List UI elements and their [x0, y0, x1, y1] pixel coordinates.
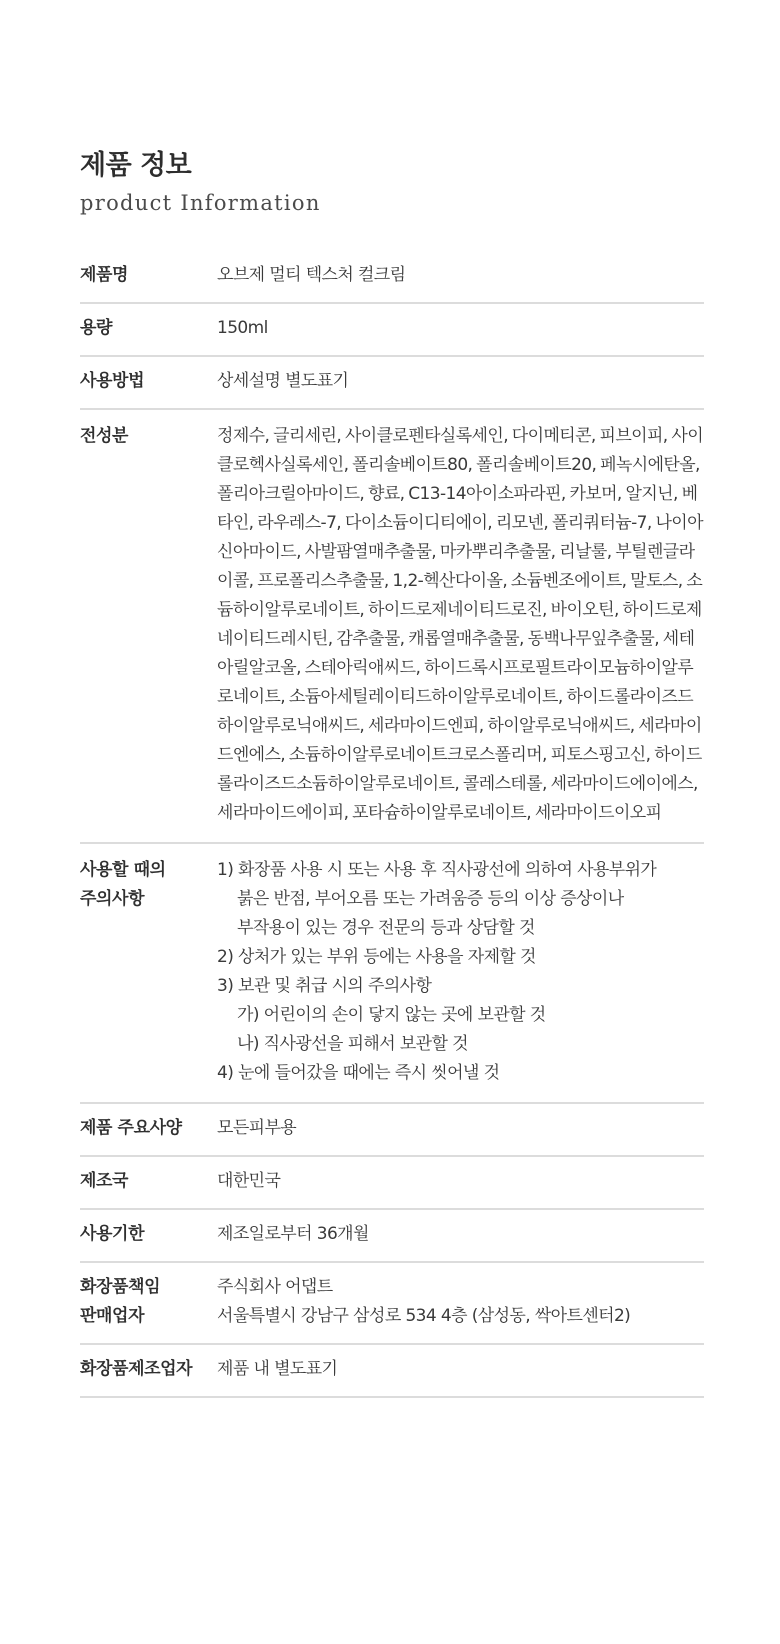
caution-item: 붉은 반점, 부어오름 또는 가려움증 등의 이상 증상이나	[237, 889, 624, 909]
row-label-line: 화장품책임	[80, 1277, 161, 1297]
page-header	[80, 146, 321, 218]
row-label: 제품명	[80, 265, 129, 285]
caution-item: 3) 보관 및 취급 시의 주의사항	[217, 976, 432, 996]
row-value: 대한민국	[217, 1171, 281, 1191]
row-value: 제조일로부터 36개월	[217, 1224, 369, 1244]
row-spec	[80, 1104, 704, 1157]
row-expiry	[80, 1210, 704, 1263]
caution-item: 4) 눈에 들어갔을 때에는 즉시 씻어낼 것	[217, 1063, 500, 1083]
row-manufacturer	[80, 1345, 704, 1398]
row-label-line: 판매업자	[80, 1306, 145, 1326]
row-value: 제품 내 별도표기	[217, 1359, 338, 1379]
row-seller	[80, 1263, 704, 1345]
row-label: 전성분	[80, 426, 129, 446]
row-volume	[80, 304, 704, 357]
caution-item: 2) 상처가 있는 부위 등에는 사용을 자제할 것	[217, 947, 536, 967]
row-country	[80, 1157, 704, 1210]
row-value	[217, 1273, 704, 1331]
row-label: 사용기한	[80, 1224, 145, 1244]
seller-name: 주식회사 어댑트	[217, 1277, 333, 1297]
row-value: 150ml	[217, 318, 268, 338]
row-usage	[80, 357, 704, 410]
ingredients-text: 정제수, 글리세린, 사이클로펜타실록세인, 다이메티콘, 피브이피, 사이클로헥사실록세인, 폴리솔베이트80, 폴리솔베이트20, 페녹시에탄올, 폴리아크릴아마이드, 향료, C13-14아이소파라핀, 카보머, 알지닌, 베타인, 라우레스-7, 다이소듐이디티에이, 리모넨, 폴리쿼터늄-7, 나이아신아마이드, 사발팜열매추출물, 마카뿌리추출물, 리날룰, 부틸렌글라이콜, 프로폴리스추출물, 1,2-헥산다이올, 소듐벤조에이트, 말토스, 소듐하이알루로네이트, 하이드로제네이티드로진, 바이오틴, 하이드로제네이티드레시틴, 감추출물, 캐롭열매추출물, 동백나무잎추출물, 세테아릴알코올, 스테아릭애씨드, 하이드록시프로필트라이모늄하이알루로네이트, 소듐아세틸레이티드하이알루로네이트, 하이드롤라이즈드하이알루로닉애씨드, 세라마이드엔피, 하이알루로닉애씨드, 세라마이드엔에스, 소듐하이알루로네이트크로스폴리머, 피토스핑고신, 하이드롤라이즈드소듐하이알루로네이트, 콜레스테롤, 세라마이드에이에스, 세라마이드에이피, 포타슘하이알루로네이트, 세라마이드이오피	[217, 426, 704, 823]
caution-item: 나) 직사광선을 피해서 보관할 것	[237, 1034, 468, 1054]
row-label: 화장품제조업자	[80, 1359, 193, 1379]
caution-item: 가) 어린이의 손이 닿지 않는 곳에 보관할 것	[237, 1005, 546, 1025]
row-label	[80, 856, 217, 1088]
row-caution	[80, 844, 704, 1104]
row-value: 오브제 멀티 텍스처 컬크림	[217, 265, 406, 285]
page-subtitle: product Information	[80, 191, 321, 215]
row-label-line: 사용할 때의	[80, 860, 166, 880]
page-title: 제품 정보	[80, 150, 192, 181]
row-ingredients	[80, 410, 704, 844]
caution-item: 1) 화장품 사용 시 또는 사용 후 직사광선에 의하여 사용부위가	[217, 860, 657, 880]
row-value: 모든피부용	[217, 1118, 297, 1138]
product-info-table	[80, 251, 704, 1398]
seller-address: 서울특별시 강남구 삼성로 534 4층 (삼성동, 싹아트센터2)	[217, 1306, 631, 1326]
caution-list	[217, 856, 704, 1088]
row-product-name	[80, 251, 704, 304]
row-label: 사용방법	[80, 371, 145, 391]
row-label: 제품 주요사양	[80, 1118, 182, 1138]
row-label: 제조국	[80, 1171, 129, 1191]
row-label	[80, 1273, 217, 1331]
row-label: 용량	[80, 318, 113, 338]
row-value: 상세설명 별도표기	[217, 371, 349, 391]
row-label-line: 주의사항	[80, 889, 145, 909]
caution-item: 부작용이 있는 경우 전문의 등과 상담할 것	[237, 918, 535, 938]
